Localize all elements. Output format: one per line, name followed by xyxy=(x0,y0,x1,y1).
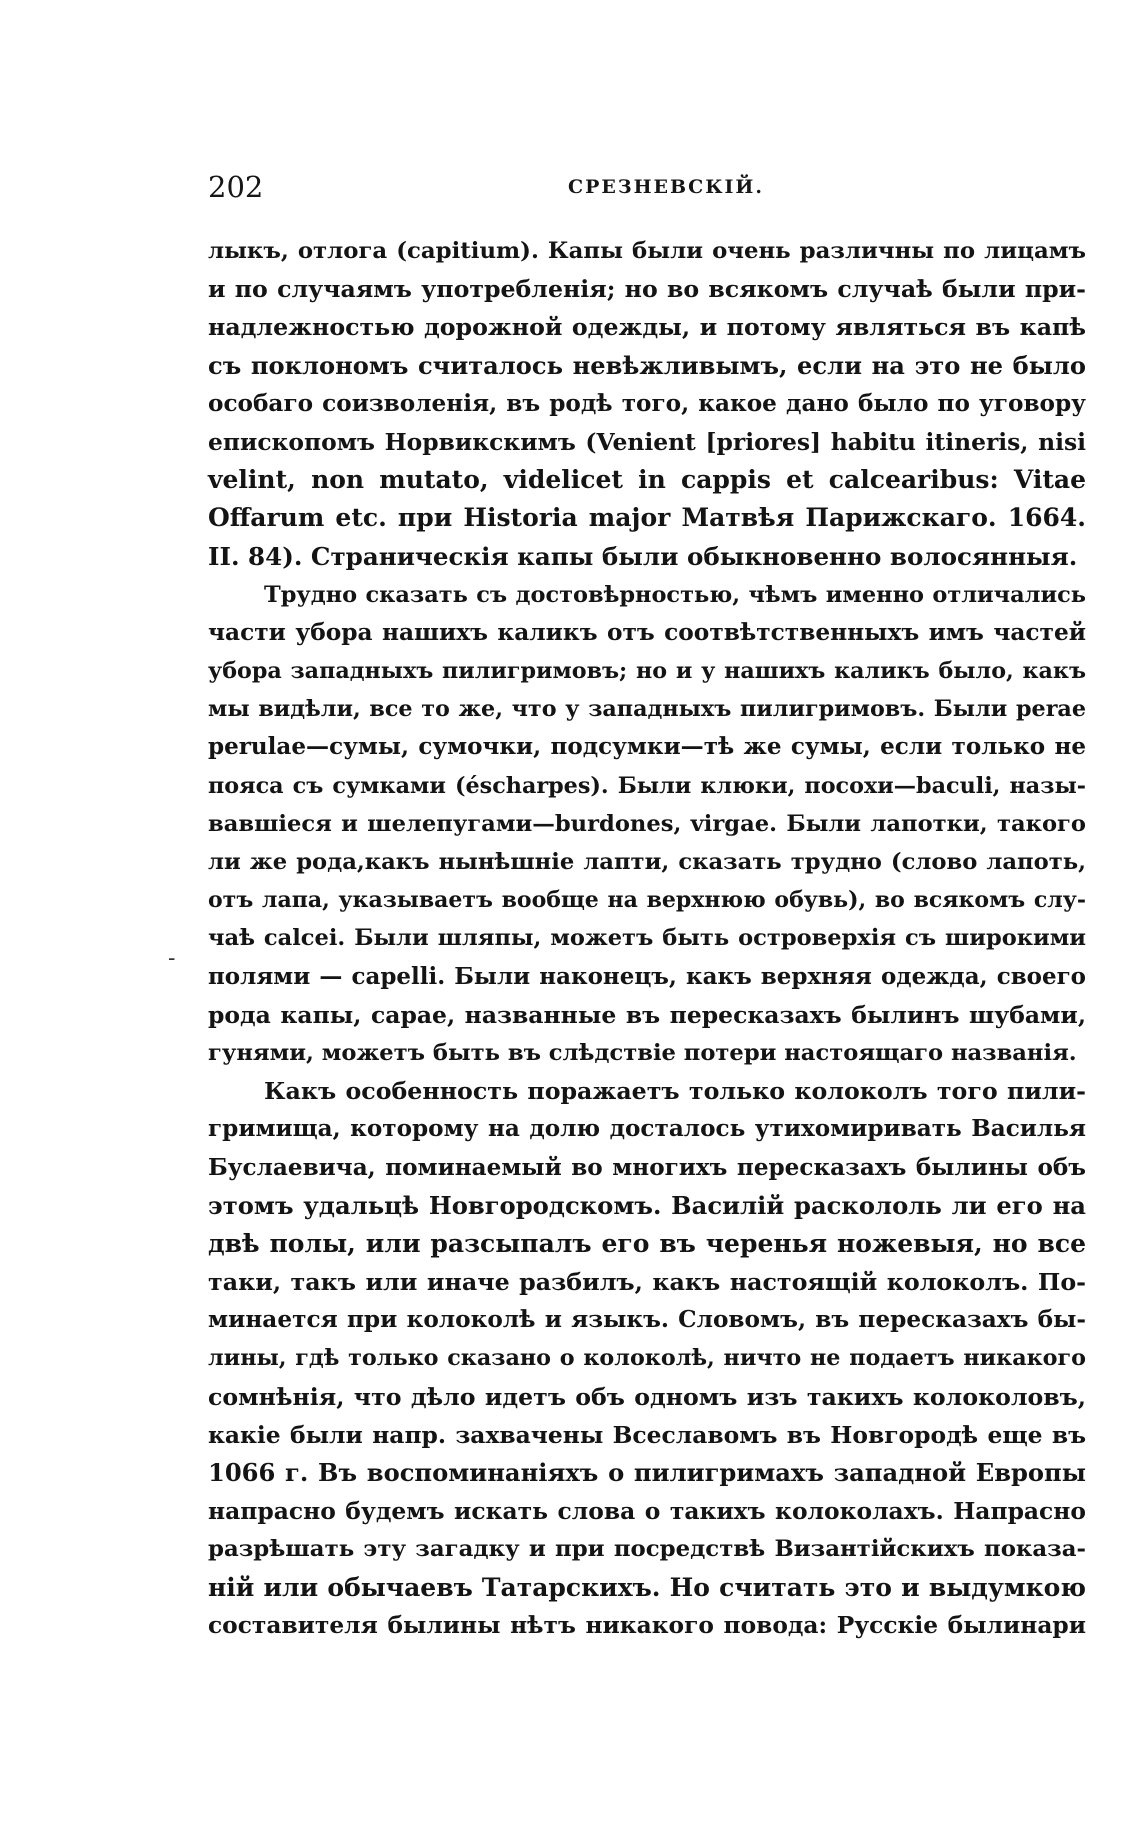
text-line: какіе были напр. захвачены Всеславомъ въ Новгородѣ еще въ xyxy=(208,1420,1086,1449)
text-line: части убора нашихъ каликъ отъ соотвѣтственныхъ имъ частей xyxy=(208,618,1086,646)
text-line: этомъ удальцѣ Новгородскомъ. Василій раскололь ли его на xyxy=(208,1190,1086,1220)
text-line: мы видѣли, все то же, что у западныхъ пилигримовъ. Были perae xyxy=(208,696,1086,723)
text-line: убора западныхъ пилигримовъ; но и у нашихъ каликъ было, какъ xyxy=(208,658,1086,685)
text-line: минается при колоколѣ и языкъ. Словомъ, въ пересказахъ бы- xyxy=(208,1306,1086,1334)
text-line: II. 84). Страническія капы были обыкновенно волосянныя. xyxy=(208,541,1078,571)
text-line: 1066 г. Въ воспоминаніяхъ о пилигримахъ западной Европы xyxy=(208,1458,1086,1487)
text-line: чаѣ calcei. Были шляпы, можетъ быть островерхія съ широкими xyxy=(208,925,1086,952)
text-line: вавшіеся и шелепугами—burdones, virgae. Были лапотки, такого xyxy=(208,810,1086,837)
text-line: полями — capelli. Были наконецъ, какъ верхняя одежда, своего xyxy=(208,962,1086,990)
text-line: Какъ особенность поражаетъ только колоколъ того пили- xyxy=(264,1077,1086,1106)
text-line: составителя былины нѣтъ никакого повода: Русскіе былинари xyxy=(208,1611,1086,1639)
text-line: гунями, можетъ быть въ слѣдствіе потери настоящаго названія. xyxy=(208,1039,1077,1066)
text-line: perulae—сумы, сумочки, подсумки—тѣ же сумы, если только не xyxy=(208,733,1086,761)
text-line: пояса съ сумками (éscharpes). Были клюки, посохи—baculi, назы- xyxy=(208,772,1086,799)
text-line: velint, non mutato, videlicet in cappis et calcearibus: Vitae xyxy=(208,465,1086,495)
text-line: съ поклономъ считалось невѣжливымъ, если на это не было xyxy=(208,350,1086,380)
text-line: лыкъ, отлога (capitium). Капы были очень различны по лицамъ xyxy=(208,238,1086,264)
text-line: ли же рода,какъ нынѣшніе лапти, сказать трудно (слово лапоть, xyxy=(208,849,1086,875)
text-line: таки, такъ или иначе разбилъ, какъ настоящій колоколъ. По- xyxy=(208,1268,1086,1297)
text-line: напрасно будемъ искать слова о такихъ колоколахъ. Напрасно xyxy=(208,1497,1086,1526)
text-line: двѣ полы, или разсыпалъ его въ черенья ножевыя, но все xyxy=(208,1228,1086,1258)
page-number: 202 xyxy=(208,170,264,204)
text-line: разрѣшать эту загадку и при посредствѣ Византійскихъ показа- xyxy=(208,1536,1086,1563)
text-line: сомнѣнія, что дѣло идетъ объ одномъ изъ такихъ колоколовъ, xyxy=(208,1382,1086,1411)
text-line: надлежностью дорожной одежды, и потому являться въ капѣ xyxy=(208,313,1086,342)
text-line: ній или обычаевъ Татарскихъ. Но считать это и выдумкою xyxy=(208,1572,1086,1602)
paragraph-1 xyxy=(208,232,1086,576)
running-head: СРЕЗНЕВСКІЙ. xyxy=(568,176,764,198)
text-line: и по случаямъ употребленія; но во всякомъ случаѣ были при- xyxy=(208,275,1086,304)
paragraph-2 xyxy=(208,576,1086,1072)
text-line: епископомъ Норвикскимъ (Venient [priores] habitu itineris, nisi xyxy=(208,427,1086,456)
page-header xyxy=(208,170,1084,210)
paragraph-3 xyxy=(208,1072,1086,1645)
text-line: Offarum etc. при Historia major Матвѣя Парижскаго. 1664. xyxy=(208,503,1086,533)
text-line: Трудно сказать съ достовѣрностью, чѣмъ именно отличались xyxy=(264,581,1086,608)
text-line: особаго соизволенія, въ родѣ того, какое дано было по уговору xyxy=(208,389,1086,417)
text-line: рода капы, сарае, названные въ пересказахъ былинъ шубами, xyxy=(208,1000,1086,1029)
text-line: Буслаевича, поминаемый во многихъ пересказахъ былины объ xyxy=(208,1153,1086,1181)
text-line: лины, гдѣ только сказано о колоколѣ, ничто не подаетъ никакого xyxy=(208,1345,1086,1372)
text-body xyxy=(208,232,1086,1645)
margin-mark: - xyxy=(168,946,176,971)
text-line: гримища, которому на долю досталось утихомиривать Василья xyxy=(208,1115,1086,1143)
text-line: отъ лапа, указываетъ вообще на верхнюю обувь), во всякомъ слу- xyxy=(208,887,1086,914)
